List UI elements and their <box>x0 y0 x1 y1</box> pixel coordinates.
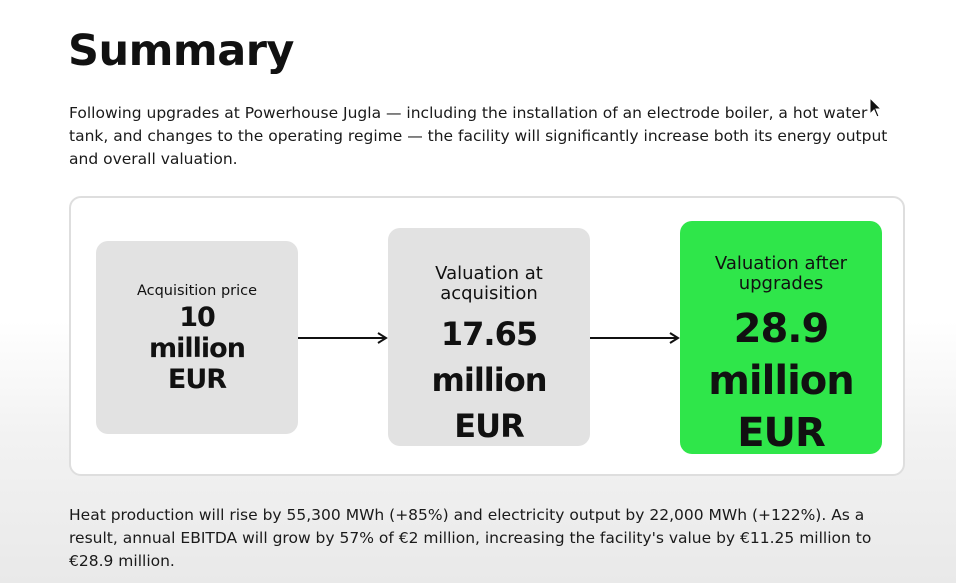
right-arrow-icon <box>590 331 682 345</box>
card-label-line: Valuation after <box>714 253 848 274</box>
card-label-line: Valuation at <box>435 263 543 284</box>
page-title: Summary <box>68 26 294 76</box>
card-value-number: 10 <box>179 302 215 333</box>
valuation-after-upgrades-card <box>680 221 882 454</box>
mouse-cursor-icon <box>869 97 883 119</box>
right-arrow-icon <box>298 331 390 345</box>
intro-paragraph: Following upgrades at Powerhouse Jugla — including the installation of an electrode boiler, a hot water tank, and changes to the operating regime — the facility will significantly increase both its energy output and overall valuation. <box>69 104 888 168</box>
card-value-number: 17.65 <box>440 315 538 353</box>
card-label-line: upgrades <box>738 273 824 294</box>
card-label-line: acquisition <box>440 283 538 304</box>
acquisition-price-card <box>96 241 298 434</box>
card-value-currency: EUR <box>737 410 825 456</box>
outro-paragraph: Heat production will rise by 55,300 MWh (+85%) and electricity output by 22,000 MWh (+122%). As a result, annual EBITDA will grow by 57% of €2 million, increasing the facility's value by €11.25 million to €28.9 million. <box>69 506 872 570</box>
valuation-at-acquisition-card <box>388 228 590 446</box>
card-value-unit: million <box>708 358 854 404</box>
card-value-unit: million <box>431 361 547 399</box>
card-label: Acquisition price <box>136 283 258 299</box>
card-value-currency: EUR <box>167 364 227 395</box>
card-value-currency: EUR <box>454 407 524 445</box>
card-value-number: 28.9 <box>733 306 829 352</box>
card-value-unit: million <box>149 333 245 364</box>
